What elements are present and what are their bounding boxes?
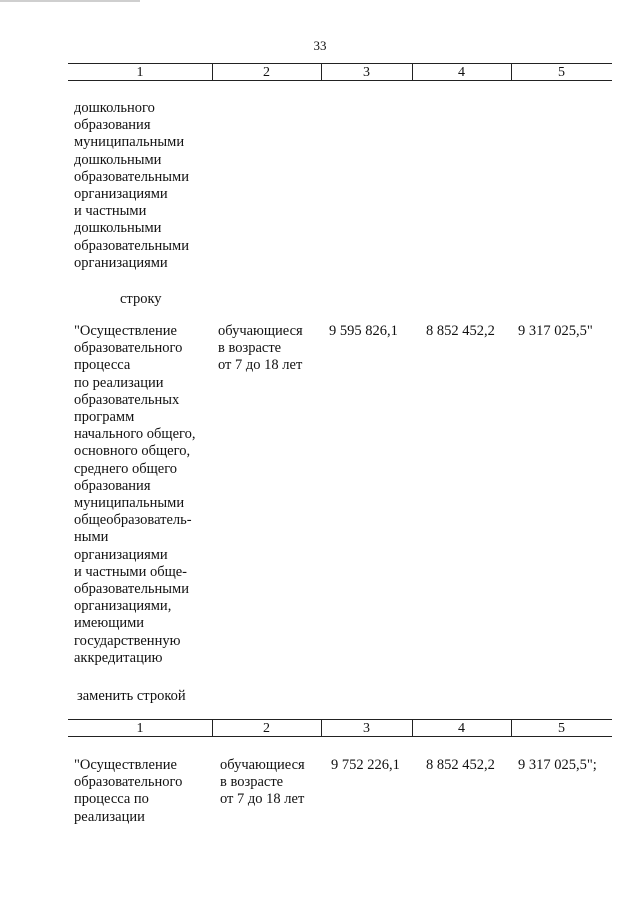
header-col-3: 3 bbox=[363, 721, 370, 736]
replace-instruction: заменить строкой bbox=[77, 688, 186, 704]
header-col-2: 2 bbox=[263, 65, 270, 80]
continuation-text: дошкольного образования муниципальными дошкольными образовательными организациями и частными дошкольными образовательными организациями bbox=[74, 100, 189, 271]
header-col-5: 5 bbox=[558, 65, 565, 80]
new-row-value-3: 9 752 226,1 bbox=[331, 757, 400, 773]
instruction-line: строку bbox=[120, 291, 162, 307]
new-row-value-4: 8 852 452,2 bbox=[426, 757, 495, 773]
header-col-4: 4 bbox=[458, 65, 465, 80]
scan-artifact bbox=[0, 0, 140, 2]
new-row-category: обучающиеся в возрасте от 7 до 18 лет bbox=[220, 757, 305, 808]
table-header-2 bbox=[68, 719, 612, 737]
old-row-category: обучающиеся в возрасте от 7 до 18 лет bbox=[218, 323, 303, 374]
header-col-4: 4 bbox=[458, 721, 465, 736]
page-number: 33 bbox=[313, 38, 327, 53]
header-col-1: 1 bbox=[136, 65, 144, 80]
header-col-5: 5 bbox=[558, 721, 565, 736]
new-row-value-5: 9 317 025,5"; bbox=[518, 757, 597, 773]
table-header-1 bbox=[68, 63, 612, 81]
old-row-value-5: 9 317 025,5" bbox=[518, 323, 593, 339]
header-col-1: 1 bbox=[136, 721, 144, 736]
old-row-value-3: 9 595 826,1 bbox=[329, 323, 398, 339]
old-row-name: "Осуществление образовательного процесса по реализации образовательных программ начального общего, основного общего, среднего общего образования муниципальными общеобразователь- ными организациями и частными обще- образовательными организациями, имеющими государственную аккредитацию bbox=[74, 323, 196, 666]
new-row-name: "Осуществление образовательного процесса по реализации bbox=[74, 757, 183, 825]
old-row-value-4: 8 852 452,2 bbox=[426, 323, 495, 339]
header-col-3: 3 bbox=[363, 65, 370, 80]
header-col-2: 2 bbox=[263, 721, 270, 736]
